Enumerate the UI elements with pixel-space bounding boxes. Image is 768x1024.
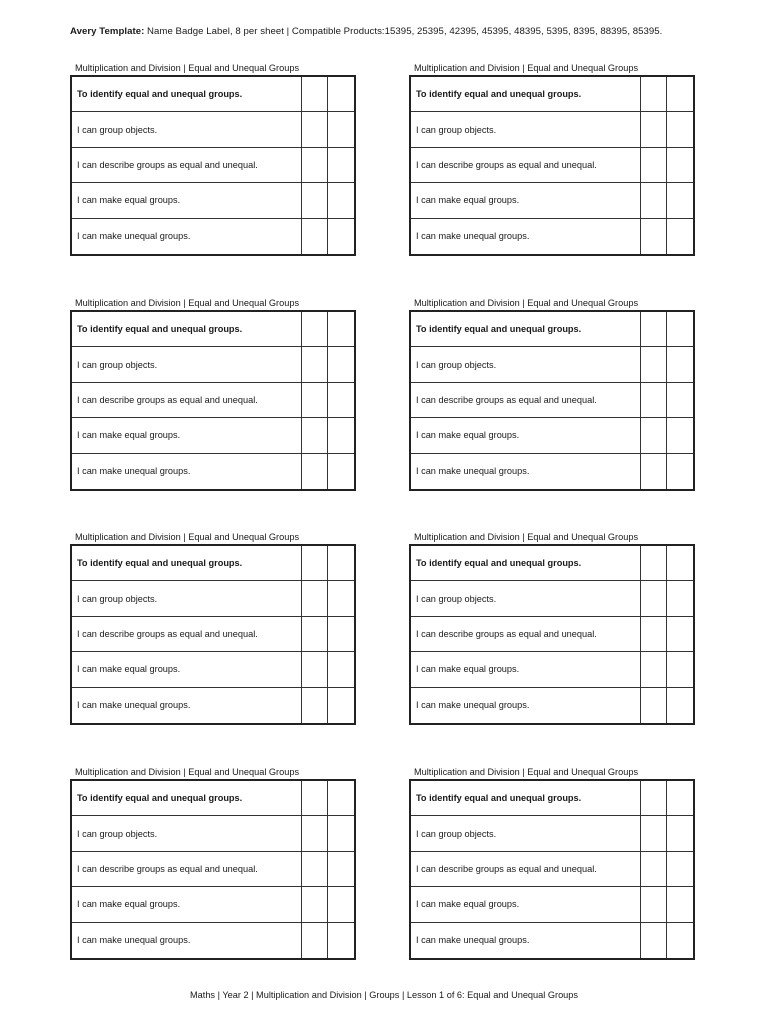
tick-box[interactable] xyxy=(667,923,693,958)
tick-box[interactable] xyxy=(667,652,693,687)
tick-box[interactable] xyxy=(328,219,354,254)
objectives-table xyxy=(409,75,695,256)
objective-heading: To identify equal and unequal groups. xyxy=(411,781,641,816)
objective-statement: I can group objects. xyxy=(411,347,641,382)
tick-box[interactable] xyxy=(328,312,354,347)
objective-statement: I can make unequal groups. xyxy=(411,688,641,723)
objective-statement: I can make equal groups. xyxy=(72,183,302,218)
objective-statement: I can group objects. xyxy=(72,347,302,382)
tick-box[interactable] xyxy=(641,383,667,418)
label-title: Multiplication and Division | Equal and Unequal Groups xyxy=(75,298,300,308)
tick-box[interactable] xyxy=(328,923,354,958)
tick-box[interactable] xyxy=(641,923,667,958)
objective-statement: I can make unequal groups. xyxy=(411,219,641,254)
tick-box[interactable] xyxy=(302,923,328,958)
tick-box[interactable] xyxy=(328,77,354,112)
tick-box[interactable] xyxy=(641,219,667,254)
tick-box[interactable] xyxy=(302,652,328,687)
objective-heading: To identify equal and unequal groups. xyxy=(72,781,302,816)
objective-statement: I can make equal groups. xyxy=(411,418,641,453)
header-label: Avery Template: xyxy=(70,26,145,37)
tick-box[interactable] xyxy=(302,183,328,218)
label-title: Multiplication and Division | Equal and Unequal Groups xyxy=(75,532,300,542)
tick-box[interactable] xyxy=(328,852,354,887)
page-footer: Maths | Year 2 | Multiplication and Division | Groups | Lesson 1 of 6: Equal and Unequal Groups xyxy=(190,990,578,1000)
badge-label xyxy=(409,532,699,737)
tick-box[interactable] xyxy=(328,546,354,581)
objective-statement: I can make unequal groups. xyxy=(411,923,641,958)
objective-statement: I can describe groups as equal and unequal. xyxy=(72,852,302,887)
tick-box[interactable] xyxy=(667,183,693,218)
objectives-table xyxy=(409,544,695,725)
objectives-table xyxy=(70,75,356,256)
tick-box[interactable] xyxy=(667,312,693,347)
badge-label xyxy=(409,63,699,268)
objective-statement: I can make equal groups. xyxy=(411,652,641,687)
tick-box[interactable] xyxy=(641,816,667,851)
objective-statement: I can make unequal groups. xyxy=(72,219,302,254)
objective-statement: I can make equal groups. xyxy=(72,652,302,687)
tick-box[interactable] xyxy=(641,77,667,112)
tick-box[interactable] xyxy=(667,781,693,816)
tick-box[interactable] xyxy=(302,816,328,851)
tick-box[interactable] xyxy=(328,781,354,816)
badge-label xyxy=(409,298,699,503)
tick-box[interactable] xyxy=(302,781,328,816)
objective-heading: To identify equal and unequal groups. xyxy=(72,312,302,347)
objective-statement: I can group objects. xyxy=(72,581,302,616)
objective-statement: I can describe groups as equal and unequal. xyxy=(411,852,641,887)
badge-label xyxy=(70,298,360,503)
objective-statement: I can make equal groups. xyxy=(411,887,641,922)
label-title: Multiplication and Division | Equal and Unequal Groups xyxy=(414,532,639,542)
label-title: Multiplication and Division | Equal and Unequal Groups xyxy=(414,767,639,777)
tick-box[interactable] xyxy=(302,77,328,112)
tick-box[interactable] xyxy=(667,688,693,723)
tick-box[interactable] xyxy=(302,887,328,922)
tick-box[interactable] xyxy=(641,347,667,382)
tick-box[interactable] xyxy=(302,617,328,652)
tick-box[interactable] xyxy=(302,383,328,418)
objective-statement: I can describe groups as equal and unequal. xyxy=(411,617,641,652)
objective-statement: I can make unequal groups. xyxy=(72,688,302,723)
objective-statement: I can describe groups as equal and unequal. xyxy=(72,383,302,418)
tick-box[interactable] xyxy=(328,347,354,382)
objectives-table xyxy=(409,779,695,960)
tick-box[interactable] xyxy=(328,581,354,616)
tick-box[interactable] xyxy=(641,546,667,581)
objective-statement: I can make equal groups. xyxy=(72,887,302,922)
tick-box[interactable] xyxy=(641,688,667,723)
objectives-table xyxy=(409,310,695,491)
tick-box[interactable] xyxy=(667,418,693,453)
objective-heading: To identify equal and unequal groups. xyxy=(411,546,641,581)
tick-box[interactable] xyxy=(667,383,693,418)
tick-box[interactable] xyxy=(328,816,354,851)
objectives-table xyxy=(70,310,356,491)
tick-box[interactable] xyxy=(641,581,667,616)
label-title: Multiplication and Division | Equal and Unequal Groups xyxy=(75,767,300,777)
badge-label xyxy=(70,63,360,268)
tick-box[interactable] xyxy=(302,148,328,183)
tick-box[interactable] xyxy=(302,852,328,887)
tick-box[interactable] xyxy=(328,887,354,922)
badge-label xyxy=(70,767,360,972)
badge-label xyxy=(409,767,699,972)
tick-box[interactable] xyxy=(302,418,328,453)
objective-heading: To identify equal and unequal groups. xyxy=(411,77,641,112)
objective-statement: I can make equal groups. xyxy=(411,183,641,218)
tick-box[interactable] xyxy=(641,454,667,489)
tick-box[interactable] xyxy=(302,454,328,489)
tick-box[interactable] xyxy=(641,852,667,887)
objective-statement: I can make unequal groups. xyxy=(72,454,302,489)
tick-box[interactable] xyxy=(641,887,667,922)
label-title: Multiplication and Division | Equal and Unequal Groups xyxy=(414,298,639,308)
tick-box[interactable] xyxy=(302,688,328,723)
tick-box[interactable] xyxy=(667,347,693,382)
tick-box[interactable] xyxy=(641,617,667,652)
tick-box[interactable] xyxy=(641,781,667,816)
tick-box[interactable] xyxy=(328,183,354,218)
tick-box[interactable] xyxy=(328,112,354,147)
objective-statement: I can make unequal groups. xyxy=(411,454,641,489)
tick-box[interactable] xyxy=(302,546,328,581)
tick-box[interactable] xyxy=(302,347,328,382)
tick-box[interactable] xyxy=(667,77,693,112)
objective-statement: I can describe groups as equal and unequal. xyxy=(411,383,641,418)
tick-box[interactable] xyxy=(328,688,354,723)
tick-box[interactable] xyxy=(641,312,667,347)
header-text: Name Badge Label, 8 per sheet | Compatible Products:15395, 25395, 42395, 45395, 48395, 5395, 8395, 88395, 85395. xyxy=(144,26,663,37)
objective-heading: To identify equal and unequal groups. xyxy=(72,77,302,112)
tick-box[interactable] xyxy=(302,219,328,254)
tick-box[interactable] xyxy=(667,148,693,183)
tick-box[interactable] xyxy=(328,454,354,489)
objective-statement: I can group objects. xyxy=(411,112,641,147)
label-title: Multiplication and Division | Equal and Unequal Groups xyxy=(414,63,639,73)
tick-box[interactable] xyxy=(328,148,354,183)
tick-box[interactable] xyxy=(328,418,354,453)
tick-box[interactable] xyxy=(328,383,354,418)
objective-statement: I can describe groups as equal and unequal. xyxy=(72,617,302,652)
tick-box[interactable] xyxy=(641,112,667,147)
objective-statement: I can make equal groups. xyxy=(72,418,302,453)
objective-statement: I can group objects. xyxy=(72,816,302,851)
tick-box[interactable] xyxy=(667,887,693,922)
tick-box[interactable] xyxy=(667,454,693,489)
tick-box[interactable] xyxy=(302,581,328,616)
tick-box[interactable] xyxy=(302,112,328,147)
tick-box[interactable] xyxy=(667,219,693,254)
tick-box[interactable] xyxy=(667,852,693,887)
page-header xyxy=(70,26,662,37)
badge-label xyxy=(70,532,360,737)
objective-statement: I can group objects. xyxy=(411,816,641,851)
objective-statement: I can make unequal groups. xyxy=(72,923,302,958)
label-title: Multiplication and Division | Equal and Unequal Groups xyxy=(75,63,300,73)
tick-box[interactable] xyxy=(641,418,667,453)
tick-box[interactable] xyxy=(641,183,667,218)
tick-box[interactable] xyxy=(667,112,693,147)
objective-statement: I can group objects. xyxy=(72,112,302,147)
tick-box[interactable] xyxy=(667,816,693,851)
tick-box[interactable] xyxy=(667,581,693,616)
objectives-table xyxy=(70,544,356,725)
tick-box[interactable] xyxy=(641,148,667,183)
tick-box[interactable] xyxy=(667,546,693,581)
tick-box[interactable] xyxy=(328,617,354,652)
tick-box[interactable] xyxy=(641,652,667,687)
objective-heading: To identify equal and unequal groups. xyxy=(72,546,302,581)
tick-box[interactable] xyxy=(328,652,354,687)
tick-box[interactable] xyxy=(302,312,328,347)
tick-box[interactable] xyxy=(667,617,693,652)
objective-heading: To identify equal and unequal groups. xyxy=(411,312,641,347)
objective-statement: I can describe groups as equal and unequal. xyxy=(72,148,302,183)
objective-statement: I can describe groups as equal and unequal. xyxy=(411,148,641,183)
objective-statement: I can group objects. xyxy=(411,581,641,616)
objectives-table xyxy=(70,779,356,960)
